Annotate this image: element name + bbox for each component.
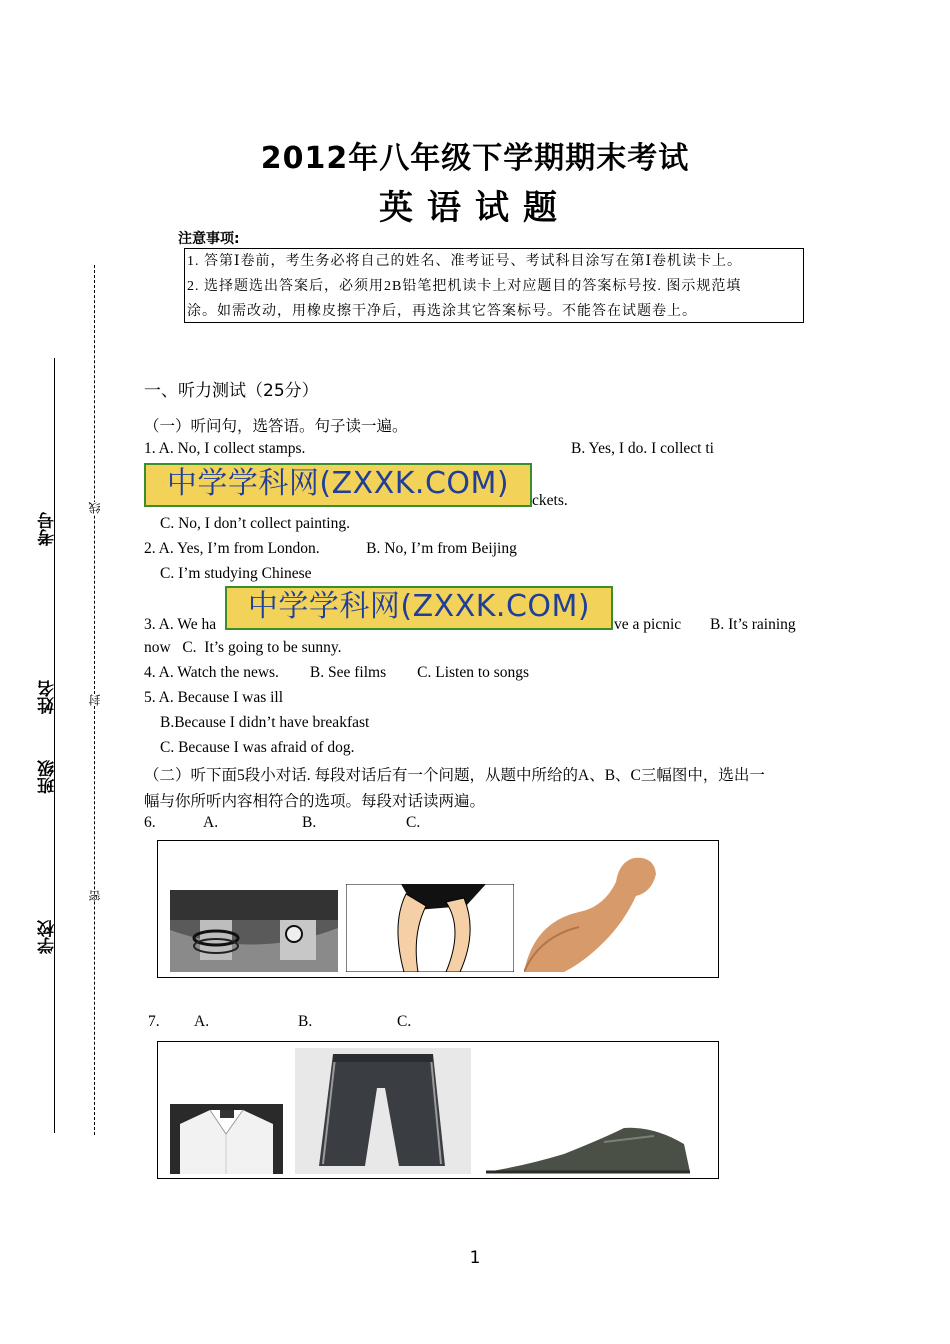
q2-options-ab: 2. A. Yes, I’m from London. B. No, I’m from Beijing — [144, 540, 517, 557]
q5-option-b: B.Because I didn’t have breakfast — [160, 714, 370, 731]
q7-label-b: B. — [298, 1013, 313, 1030]
q3-cont: now C. It’s going to be sunny. — [144, 639, 342, 656]
notes-line-2: 2. 选择题选出答案后，必须用2B铅笔把机读卡上对应题目的答案标号按. 图示规范填 — [187, 279, 742, 294]
notes-line-1: 1. 答第Ⅰ卷前，考生务必将自己的姓名、准考证号、考试科目涂写在第Ⅰ卷机读卡上。 — [187, 254, 743, 269]
q1-option-b: B. Yes, I do. I collect ti — [571, 440, 714, 457]
class-label: 班级 — [38, 760, 58, 794]
q2-option-c: C. I’m studying Chinese — [160, 565, 312, 582]
q5-option-c: C. Because I was afraid of dog. — [160, 739, 355, 756]
notes-line-3: 涂。如需改动，用橡皮擦干净后，再选涂其它答案标号。不能答在试题卷上。 — [187, 304, 697, 319]
q6-picture-b-legs — [346, 884, 514, 972]
q3-option-b: B. It’s raining — [710, 616, 796, 633]
q4-options: 4. A. Watch the news. B. See films C. Listen to songs — [144, 664, 530, 681]
q7-label-a: A. — [194, 1013, 210, 1030]
seal-line-mi: 密 — [88, 890, 102, 902]
section-heading: 一、听力测试（25分） — [144, 381, 319, 401]
binding-line-solid — [54, 358, 55, 1133]
q7-label-c: C. — [397, 1013, 412, 1030]
exam-subtitle: 英语试题 — [379, 188, 571, 228]
notes-label: 注意事项: — [178, 231, 240, 247]
part2-instruction-2: 幅与你所听内容相符合的选项。每段对话读两遍。 — [144, 793, 486, 810]
part2-instruction-1: （二）听下面5段小对话. 每段对话后有一个问题，从题中所给的A、B、C三幅图中，选出一 — [144, 767, 765, 784]
watermark-banner: 中学学科网(ZXXK.COM) — [144, 463, 532, 507]
q6-label-c: C. — [406, 814, 421, 831]
q1-option-a: 1. A. No, I collect stamps. — [144, 440, 306, 457]
q3-option-a-end: ve a picnic — [614, 616, 682, 633]
exam-title: 2012年八年级下学期期末考试 — [260, 141, 690, 176]
notes-box — [184, 248, 804, 323]
exam-number-label: 考号 — [38, 512, 58, 546]
q6-picture-a-wrist — [170, 890, 338, 972]
q7-picture-c-shoe — [484, 1124, 692, 1174]
watermark-banner: 中学学科网(ZXXK.COM) — [225, 586, 613, 630]
q6-picture-c-arm — [524, 852, 660, 972]
q3-option-a-start: 3. A. We ha — [144, 616, 217, 633]
q1-option-b-cont: ckets. — [532, 492, 568, 509]
q6-label-a: A. — [203, 814, 219, 831]
q6-number: 6. — [144, 814, 156, 831]
q5-option-a: 5. A. Because I was ill — [144, 689, 284, 706]
page-number: 1 — [469, 1248, 481, 1268]
seal-line-xian: 线 — [88, 502, 102, 514]
seal-line-feng: 封 — [88, 694, 102, 706]
q6-label-b: B. — [302, 814, 317, 831]
q7-number: 7. — [148, 1013, 160, 1030]
name-label: 姓名 — [38, 680, 58, 714]
q7-picture-a-shirt — [170, 1104, 283, 1174]
q1-option-c: C. No, I don’t collect painting. — [160, 515, 350, 532]
school-label: 学校 — [38, 920, 58, 954]
part1-instruction: （一）听问句，选答语。句子读一遍。 — [144, 418, 408, 435]
q7-picture-b-trousers — [295, 1048, 471, 1174]
